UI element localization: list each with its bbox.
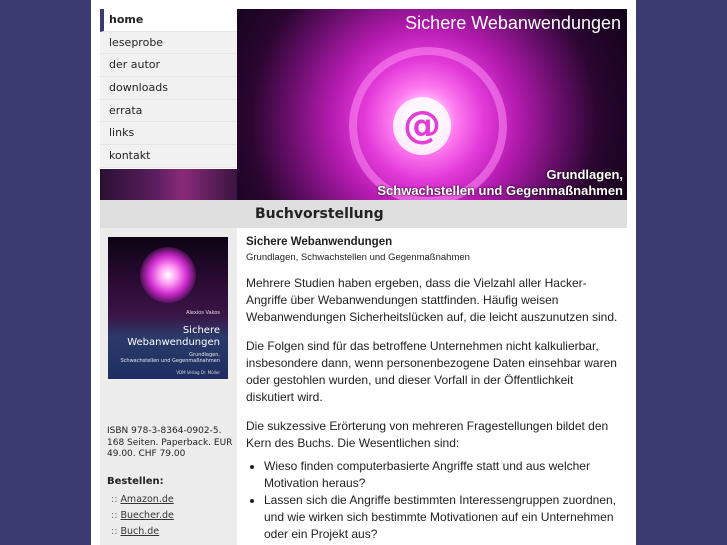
order-link-buecher[interactable]: Buecher.de — [120, 510, 174, 521]
nav-item-home[interactable]: home — [100, 9, 237, 32]
section-header-bar — [100, 200, 627, 228]
order-links — [111, 492, 174, 540]
isbn-info: ISBN 978-3-8364-0902-5. 168 Seiten. Paperback. EUR 49.00. CHF 79.00 — [107, 426, 233, 459]
content-paragraph: Die sukzessive Erörterung von mehreren Fragestellungen bildet den Kern des Buchs. Die Wesentlichen sind: — [246, 419, 609, 450]
book-cover-subtitle — [121, 352, 221, 364]
book-cover-subtitle-line2: Schwachstellen und Gegenmaßnahmen — [120, 358, 220, 364]
nav-item-leseprobe[interactable]: leseprobe — [100, 32, 237, 55]
nav-item-der-autor[interactable]: der autor — [100, 54, 237, 77]
book-cover-title — [127, 325, 220, 349]
banner-title: Sichere Webanwendungen — [405, 13, 621, 33]
nav-item-kontakt[interactable]: kontakt — [100, 145, 237, 168]
book-cover-author: Alexios Vakos — [186, 310, 220, 316]
question-item: • Wieso finden computerbasierte Angriffe statt und aus welcher Motivation heraus? — [264, 458, 618, 492]
content-paragraph: Die Folgen sind für das betroffene Unternehmen nicht kalkulierbar, insbesondere dann, wenn personenbezogene Daten einsehbar waren oder gestohlen wurden, und dieser Vorfall in der Öffentlichkeit diskutiert wird. — [246, 339, 617, 404]
book-cover-publisher: VDM Verlag Dr. Müller — [176, 370, 220, 375]
question-item: • Lassen sich die Angriffe bestimmten Interessengruppen zuordnen, und wie wirken sich bestimmte Motivationen auf ein Unternehmen oder ein Projekt aus? — [264, 492, 618, 543]
header-banner — [237, 9, 627, 200]
book-cover-glow — [140, 247, 196, 303]
banner-subtitle-line1: Grundlagen, — [546, 167, 623, 182]
order-link-row — [111, 524, 174, 540]
order-link-row — [111, 492, 174, 508]
banner-subtitle-line2: Schwachstellen und Gegenmaßnahmen — [377, 183, 623, 198]
order-link-row — [111, 508, 174, 524]
book-cover-subtitle-line1: Grundlagen, — [189, 352, 220, 358]
link-separator: :: — [111, 526, 118, 537]
order-link-buch[interactable]: Buch.de — [120, 526, 160, 537]
book-cover-title-line2: Webanwendungen — [127, 337, 220, 348]
content-paragraph: Mehrere Studien haben ergeben, dass die Vielzahl aller Hacker-Angriffe über Webanwendungen stattfinden. Häufig weisen Webanwendungen Sicherheitslücken auf, die leicht auszunutzen sind. — [246, 276, 618, 324]
content-subtitle: Grundlagen, Schwachstellen und Gegenmaßnahmen — [246, 252, 470, 263]
left-sidebar — [100, 228, 237, 545]
at-sign-icon: @ — [393, 97, 451, 155]
banner-subtitle — [377, 167, 623, 199]
question-list — [246, 458, 618, 543]
section-title: Buchvorstellung — [255, 206, 384, 222]
order-link-amazon[interactable]: Amazon.de — [120, 494, 174, 505]
book-cover-image[interactable] — [108, 237, 228, 379]
link-separator: :: — [111, 510, 118, 521]
book-cover-title-line1: Sichere — [182, 325, 220, 336]
nav-item-links[interactable]: links — [100, 122, 237, 145]
nav-decoration-image — [100, 169, 237, 200]
nav-item-errata[interactable]: errata — [100, 100, 237, 123]
main-nav — [100, 9, 237, 168]
nav-item-downloads[interactable]: downloads — [100, 77, 237, 100]
link-separator: :: — [111, 494, 118, 505]
order-heading: Bestellen: — [107, 476, 164, 487]
main-content — [246, 236, 618, 543]
content-title: Sichere Webanwendungen — [246, 236, 393, 248]
page-container — [91, 0, 636, 545]
